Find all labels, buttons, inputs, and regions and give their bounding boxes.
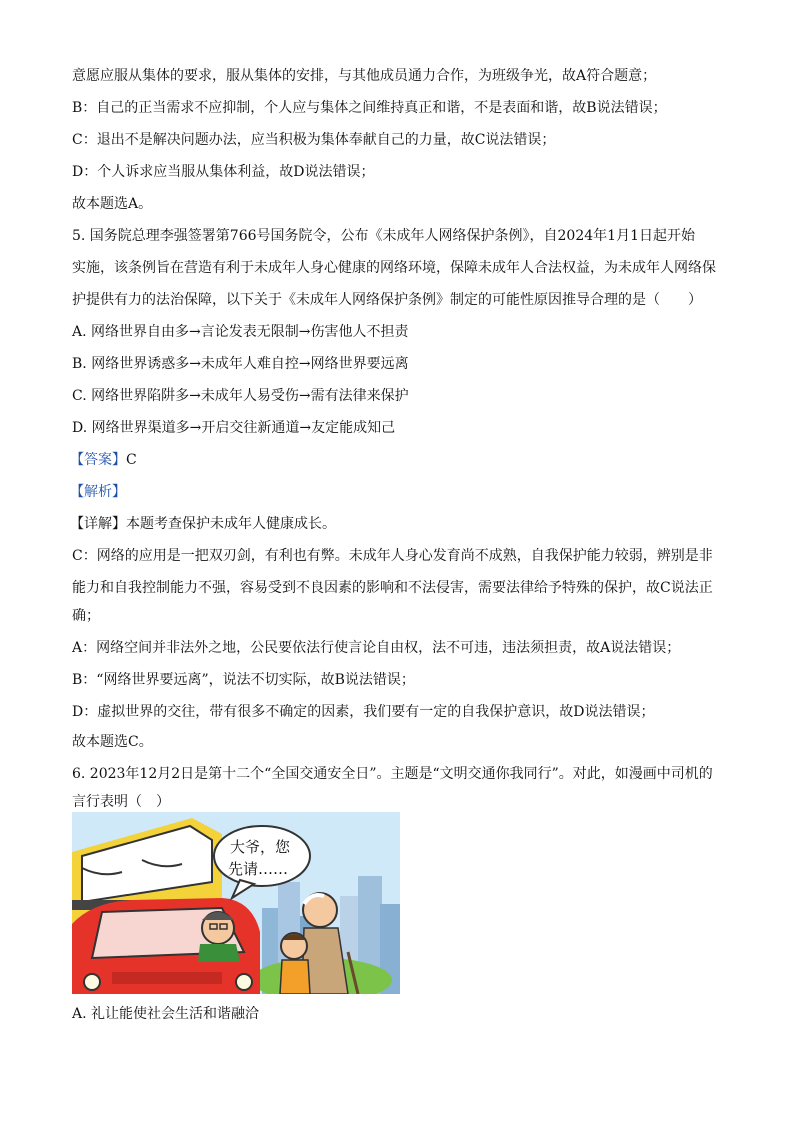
- question-5-line: 实施，该条例旨在营造有利于未成年人身心健康的网络环境，保障未成年人合法权益，为未成年人网络保: [72, 260, 716, 276]
- analysis-line: [70, 482, 126, 502]
- detail-line: [70, 514, 336, 534]
- detail-text: 本题考查保护未成年人健康成长。: [126, 516, 336, 532]
- text-line: 故本题选A。: [72, 196, 153, 212]
- question-6-option-a: A. 礼让能使社会生活和谐融洽: [72, 1006, 260, 1022]
- option-d: D. 网络世界渠道多→开启交往新通道→友定能成知己: [72, 420, 396, 436]
- cartoon-svg: [72, 812, 400, 994]
- text-line: 能力和自我控制能力不强，容易受到不良因素的影响和不法侵害，需要法律给予特殊的保护，故C说法正: [72, 580, 713, 596]
- text-line: B：自己的正当需求不应抑制，个人应与集体之间维持真正和谐，不是表面和谐，故B说法错误；: [72, 100, 667, 116]
- answer-value: C: [126, 452, 137, 468]
- answer-tag: 【答案】: [70, 452, 126, 468]
- option-b: B. 网络世界诱惑多→未成年人难自控→网络世界要远离: [72, 356, 409, 372]
- text-line: B：“网络世界要远离”，说法不切实际，故B说法错误；: [72, 672, 415, 688]
- analysis-tag: 【解析】: [70, 484, 126, 500]
- question-6-line: 6. 2023年12月2日是第十二个“全国交通安全日”。主题是“文明交通你我同行”。对此，如漫画中司机的: [72, 766, 713, 782]
- text-line: 故本题选C。: [72, 734, 153, 750]
- speech-text-line1: 大爷，您: [230, 838, 291, 856]
- question-5-line: 护提供有力的法治保障，以下关于《未成年人网络保护条例》制定的可能性原因推导合理的是（ ）: [72, 292, 702, 308]
- text-line: A：网络空间并非法外之地，公民要依法行使言论自由权，法不可违，违法须担责，故A说法错误；: [72, 640, 681, 656]
- text-line: D：虚拟世界的交往，带有很多不确定的因素，我们要有一定的自我保护意识，故D说法错误；: [72, 704, 655, 720]
- question-6-line: 言行表明（ ）: [72, 794, 170, 810]
- answer-line: [70, 450, 137, 470]
- option-a: A. 网络世界自由多→言论发表无限制→伤害他人不担责: [72, 324, 409, 340]
- detail-tag: 【详解】: [70, 516, 126, 532]
- question-5-line: 5. 国务院总理李强签署第766号国务院令，公布《未成年人网络保护条例》，自2024年1月1日起开始: [72, 228, 695, 244]
- text-line: 意愿应服从集体的要求，服从集体的安排，与其他成员通力合作，为班级争光，故A符合题意；: [72, 68, 657, 84]
- speech-text-line2: 先请……: [228, 860, 289, 878]
- text-line: C：退出不是解决问题办法，应当积极为集体奉献自己的力量，故C说法错误；: [72, 132, 556, 148]
- text-line: C：网络的应用是一把双刃剑，有利也有弊。未成年人身心发育尚不成熟，自我保护能力较弱，辨别是非: [72, 548, 713, 564]
- option-c: C. 网络世界陷阱多→未成年人易受伤→需有法律来保护: [72, 388, 409, 404]
- text-line: D：个人诉求应当服从集体利益，故D说法错误；: [72, 164, 375, 180]
- cartoon-illustration: [72, 812, 400, 994]
- child-figure: [280, 933, 310, 994]
- text-line: 确；: [72, 608, 100, 624]
